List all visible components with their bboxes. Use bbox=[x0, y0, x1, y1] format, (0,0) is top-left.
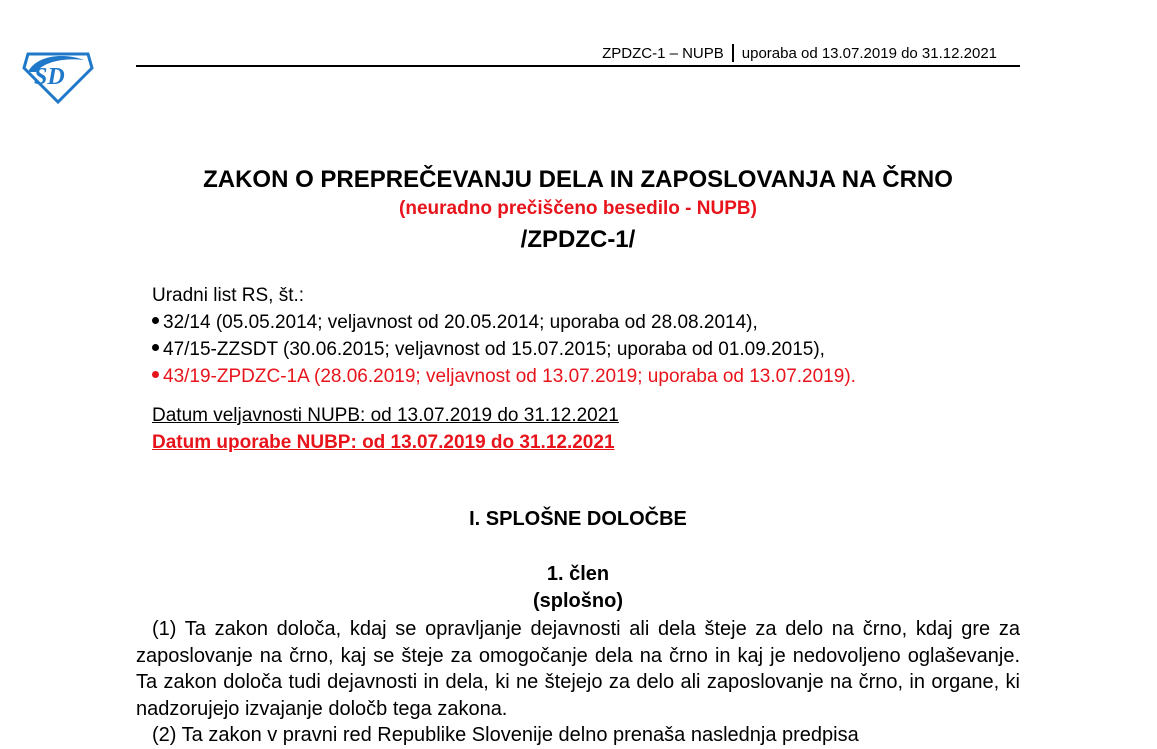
article-body bbox=[136, 616, 1020, 749]
section-title: I. SPLOŠNE DOLOČBE bbox=[469, 508, 687, 530]
gazette-list bbox=[152, 282, 856, 390]
article-number: 1. člen bbox=[546, 563, 610, 585]
running-header bbox=[602, 44, 997, 62]
bullet-icon bbox=[152, 371, 159, 378]
gazette-heading: Uradni list RS, št.: bbox=[152, 285, 305, 306]
bullet-icon bbox=[152, 317, 159, 324]
law-subtitle: (neuradno prečiščeno besedilo - NUPB) bbox=[399, 198, 757, 219]
header-separator bbox=[732, 44, 734, 62]
validity-date: Datum veljavnosti NUPB: od 13.07.2019 do 31.12.2021 bbox=[152, 405, 619, 426]
gazette-item-text: 32/14 (05.05.2014; veljavnost od 20.05.2014; uporaba od 28.08.2014), bbox=[163, 312, 758, 333]
law-title: ZAKON O PREPREČEVANJU DELA IN ZAPOSLOVANJA NA ČRNO bbox=[203, 166, 953, 193]
paragraph-1: (1) Ta zakon določa, kdaj se opravljanje dejavnosti ali dela šteje za delo na črno, kdaj gre za zaposlovanje na črno, kaj se šteje za omogočanje dela na črno in kaj je nedovoljeno oglaševanje. Ta zakon določa tudi dejavnosti in dela, ki ne štejejo za delo ali zaposlovanje na črno, in organe, ki nadzorujejo izvajanje določb tega zakona. bbox=[136, 618, 1020, 720]
gazette-item bbox=[152, 309, 856, 336]
usage-date: Datum uporabe NUBP: od 13.07.2019 do 31.12.2021 bbox=[152, 432, 615, 453]
gazette-item bbox=[152, 363, 856, 390]
law-abbreviation: /ZPDZC-1/ bbox=[520, 226, 636, 253]
validity-block bbox=[152, 402, 619, 456]
svg-text:SD: SD bbox=[34, 64, 65, 90]
gazette-item bbox=[152, 336, 856, 363]
gazette-item-text: 47/15-ZZSDT (30.06.2015; veljavnost od 15.07.2015; uporaba od 01.09.2015), bbox=[163, 339, 825, 360]
header-rule bbox=[136, 65, 1020, 67]
paragraph-2: (2) Ta zakon v pravni red Republike Slovenije delno prenaša naslednja predpisa bbox=[152, 724, 859, 746]
article-title: (splošno) bbox=[533, 590, 623, 612]
gazette-item-text: 43/19-ZPDZC-1A (28.06.2019; veljavnost od 13.07.2019; uporaba od 13.07.2019). bbox=[163, 366, 856, 387]
header-doc-code: ZPDZC-1 – NUPB bbox=[602, 45, 724, 62]
publisher-logo-icon bbox=[22, 46, 94, 104]
header-usage: uporaba od 13.07.2019 do 31.12.2021 bbox=[741, 45, 997, 62]
bullet-icon bbox=[152, 344, 159, 351]
